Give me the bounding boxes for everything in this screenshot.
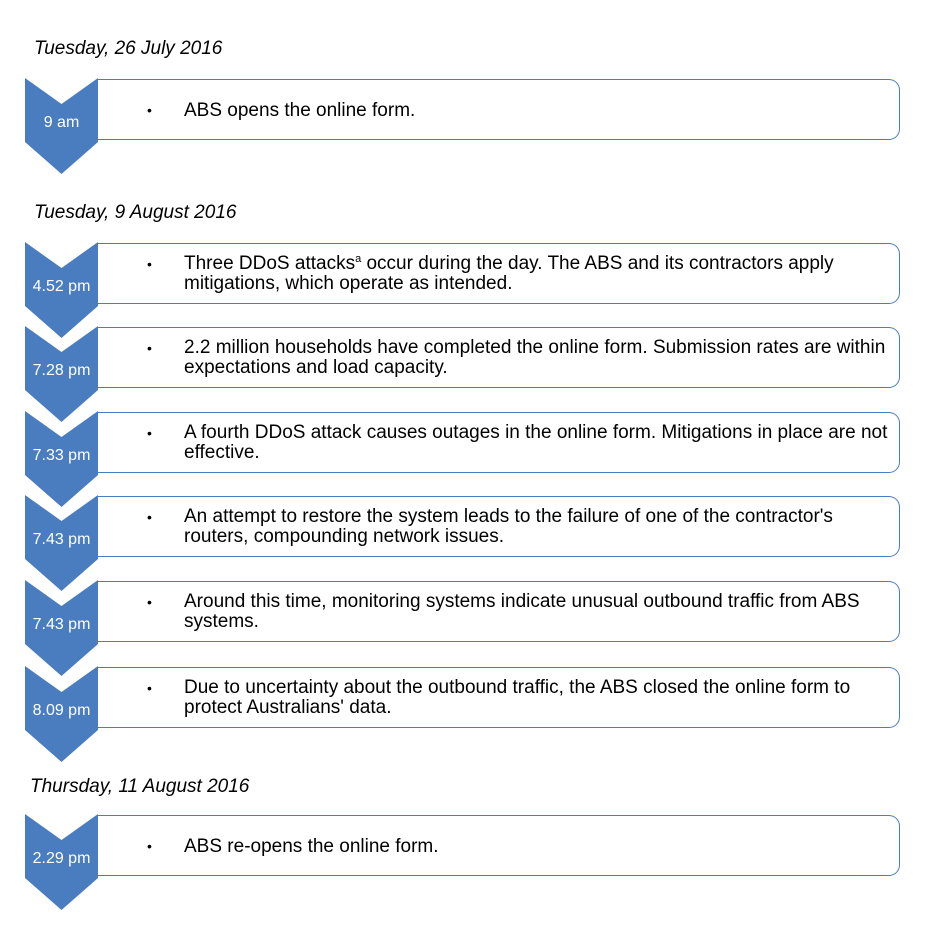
event-box bbox=[98, 496, 900, 557]
event-box bbox=[98, 243, 900, 304]
bullet-icon: • bbox=[147, 425, 152, 441]
date-heading: Tuesday, 9 August 2016 bbox=[34, 202, 237, 223]
event-text-part: Three DDoS attacks bbox=[184, 253, 356, 274]
bullet-icon: • bbox=[147, 340, 152, 356]
event-time: 7.28 pm bbox=[32, 362, 91, 379]
event-text: 2.2 million households have completed the online form. Submission rates are within expectations and load capacity. bbox=[184, 337, 886, 378]
date-heading: Tuesday, 26 July 2016 bbox=[34, 38, 223, 59]
event-time: 7.43 pm bbox=[32, 616, 91, 633]
event-text: A fourth DDoS attack causes outages in the online form. Mitigations in place are not effective. bbox=[184, 422, 888, 463]
event-box bbox=[98, 581, 900, 642]
bullet-icon: • bbox=[147, 838, 152, 854]
date-heading: Thursday, 11 August 2016 bbox=[30, 776, 250, 797]
event-text: Around this time, monitoring systems indicate unusual outbound traffic from ABS systems. bbox=[184, 591, 860, 632]
event-text: ABS re-opens the online form. bbox=[184, 836, 439, 857]
event-time: 4.52 pm bbox=[32, 278, 91, 295]
bullet-icon: • bbox=[147, 594, 152, 610]
event-box bbox=[98, 667, 900, 728]
event-box bbox=[98, 815, 900, 876]
event-box bbox=[98, 79, 900, 140]
event-time: 9 am bbox=[43, 114, 80, 131]
event-time: 7.33 pm bbox=[32, 447, 91, 464]
event-text: Due to uncertainty about the outbound traffic, the ABS closed the online form to protect Australians' data. bbox=[184, 677, 851, 718]
event-text: An attempt to restore the system leads to the failure of one of the contractor's routers, compounding network issues. bbox=[184, 506, 833, 547]
event-box bbox=[98, 327, 900, 388]
event-text bbox=[184, 254, 896, 294]
event-time: 7.43 pm bbox=[32, 531, 91, 548]
event-time: 8.09 pm bbox=[32, 702, 91, 719]
event-box bbox=[98, 412, 900, 473]
bullet-icon: • bbox=[147, 680, 152, 696]
event-time: 2.29 pm bbox=[32, 850, 91, 867]
footnote-marker: a bbox=[355, 253, 362, 265]
bullet-icon: • bbox=[147, 509, 152, 525]
bullet-icon: • bbox=[147, 102, 152, 118]
event-text: ABS opens the online form. bbox=[184, 100, 416, 121]
bullet-icon: • bbox=[147, 256, 152, 272]
event-text-part: occur during the day. The ABS and its contractors apply mitigations, which operate as intended. bbox=[184, 253, 834, 294]
